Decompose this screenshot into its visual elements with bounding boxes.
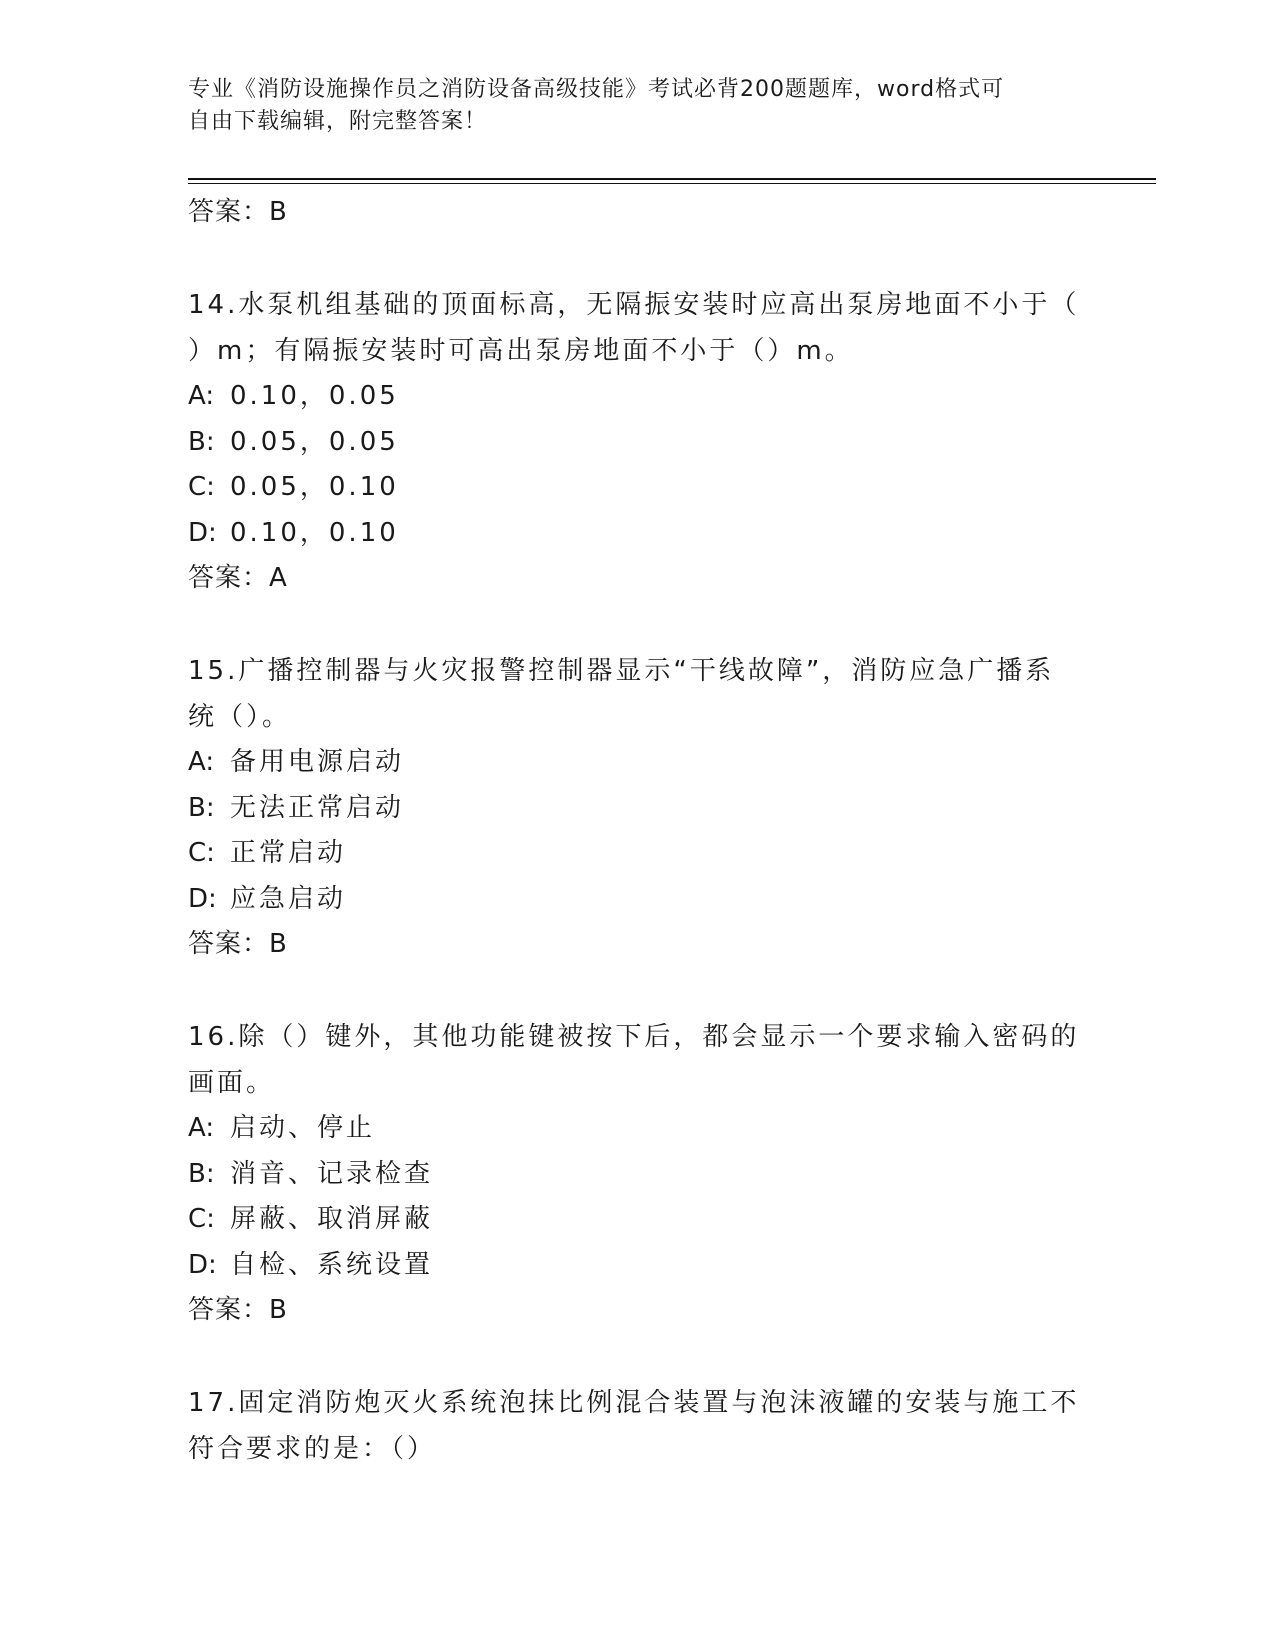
- option-text: 消音、记录检查: [230, 1158, 434, 1189]
- option-c: [188, 1197, 1088, 1243]
- document-header: [188, 74, 1068, 138]
- question-block: [188, 1014, 1088, 1332]
- question-text: [188, 1380, 1088, 1472]
- spacer: [188, 600, 1088, 648]
- question-line: ）m；有隔振安装时可高出泵房地面不小于（）m。: [188, 336, 854, 366]
- answer-line: 答案：B: [188, 929, 288, 959]
- option-text: 备用电源启动: [230, 747, 405, 777]
- question-text: [188, 282, 1088, 374]
- option-text: 自检、系统设置: [230, 1249, 434, 1280]
- option-b: [188, 420, 1088, 466]
- option-a: [188, 740, 1088, 786]
- option-key: B:: [188, 1158, 215, 1189]
- option-a: [188, 1106, 1088, 1152]
- question-text: [188, 1014, 1088, 1106]
- option-a: [188, 374, 1088, 420]
- option-text: 正常启动: [230, 838, 347, 868]
- header-rule-thin: [188, 183, 1156, 184]
- option-key: D:: [188, 517, 217, 548]
- option-text: 0.10，0.10: [230, 517, 399, 548]
- question-line: 14.水泵机组基础的顶面标高，无隔振安装时应高出泵房地面不小于（: [188, 290, 1080, 320]
- question-line: 统（）。: [188, 702, 292, 732]
- answer-line: 答案：A: [188, 563, 288, 593]
- answer-line: 答案：B: [188, 1295, 288, 1325]
- header-line-1: 专业《消防设施操作员之消防设备高级技能》考试必背200题题库，word格式可: [188, 77, 1005, 102]
- option-key: C:: [188, 472, 215, 502]
- option-d: [188, 1243, 1088, 1289]
- spacer: [188, 966, 1088, 1014]
- option-b: [188, 1152, 1088, 1198]
- question-list: [188, 190, 1088, 1472]
- question-line: 15.广播控制器与火灾报警控制器显示“干线故障”，消防应急广播系: [188, 656, 1055, 686]
- question-line: 16.除（）键外，其他功能键被按下后，都会显示一个要求输入密码的: [188, 1022, 1080, 1052]
- option-key: B:: [188, 792, 215, 823]
- option-text: 应急启动: [230, 883, 347, 914]
- option-key: C:: [188, 1204, 215, 1234]
- option-text: 0.05，0.10: [230, 472, 399, 502]
- option-key: A:: [188, 747, 215, 777]
- question-line: 符合要求的是：（）: [188, 1434, 437, 1464]
- option-b: [188, 786, 1088, 832]
- option-key: D:: [188, 883, 217, 914]
- question-text: [188, 648, 1088, 740]
- header-line-2: 自由下载编辑，附完整答案！: [188, 109, 488, 134]
- option-text: 0.05，0.05: [230, 426, 399, 457]
- option-key: B:: [188, 426, 215, 457]
- option-d: [188, 511, 1088, 557]
- option-text: 无法正常启动: [230, 792, 405, 823]
- option-key: A:: [188, 381, 215, 411]
- option-d: [188, 877, 1088, 923]
- question-block: [188, 1380, 1088, 1472]
- option-c: [188, 831, 1088, 877]
- option-text: 启动、停止: [230, 1113, 376, 1143]
- option-c: [188, 465, 1088, 511]
- option-key: A:: [188, 1113, 215, 1143]
- question-block: [188, 648, 1088, 966]
- question-block: [188, 282, 1088, 600]
- header-rule-thick: [188, 178, 1156, 180]
- option-key: D:: [188, 1249, 217, 1280]
- spacer: [188, 1332, 1088, 1380]
- answer-line: 答案：B: [188, 197, 288, 227]
- question-line: 17.固定消防炮灭火系统泡抹比例混合装置与泡沫液罐的安装与施工不: [188, 1388, 1080, 1418]
- question-line: 画面。: [188, 1068, 276, 1098]
- option-text: 0.10，0.05: [230, 381, 399, 411]
- option-text: 屏蔽、取消屏蔽: [230, 1204, 434, 1234]
- option-key: C:: [188, 838, 215, 868]
- spacer: [188, 234, 1088, 282]
